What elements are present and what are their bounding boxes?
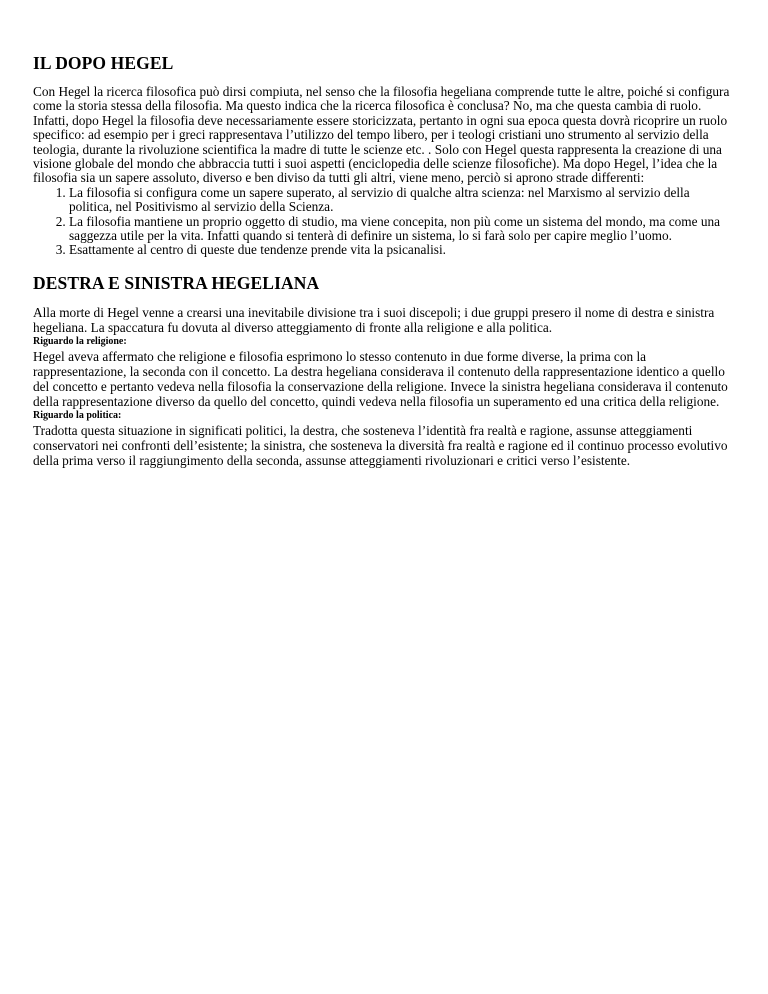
paragraph-dopo-hegel: Con Hegel la ricerca filosofica può dirsi compiuta, nel senso che la filosofia hegeliana comprende tutte le altre, poiché si configura come la storia stessa della filosofia. Ma questo indica che la ricerca filosofica è conclusa? No, ma che questa cambia di ruolo. Infatti, dopo Hegel la filosofia deve necessariamente essere storicizzata, pertanto in ogni sua epoca questa dovrà ricoprire un ruolo specifico: ad esempio per i greci rappresentava l’utilizzo del tempo libero, per i teologi cristiani uno strumento al servizio della teologia, durante la rivoluzione scientifica la madre di tutte le scienze etc. . Solo con Hegel questa rappresenta la creazione di una visione globale del mondo che abbraccia tutti i suoi aspetti (enciclopedia delle scienze filosofiche). Ma dopo Hegel, l’idea che la filosofia sia un sapere assoluto, diverso e ben diviso da tutti gli altri, viene meno, perciò si aprono strade differenti: [33,84,730,186]
list-item: 2. La filosofia mantiene un proprio oggetto di studio, ma viene concepita, non più come un sistema del mondo, ma come una saggezza utile per la vita. Infatti quando si tenterà di definire un sistema, lo si farà solo per capire meglio l’uomo. [69,215,735,244]
section-title-destra-sinistra: DESTRA E SINISTRA HEGELIANA [33,272,320,293]
list-item: 1. La filosofia si configura come un sapere superato, al servizio di qualche altra scienza: nel Marxismo al servizio della politica, nel Positivismo al servizio della Scienza. [69,186,735,215]
numbered-list [33,186,735,258]
subheading-religione: Riguardo la religione: [33,335,127,347]
paragraph-intro: Alla morte di Hegel venne a crearsi una inevitabile divisione tra i suoi discepoli; i due gruppi presero il nome di destra e sinistra hegeliana. La spaccatura fu dovuta al diverso atteggiamento di fronte alla religione e alla politica. [33,304,715,335]
paragraph-religione: Hegel aveva affermato che religione e filosofia esprimono lo stesso contenuto in due forme diverse, la prima con la rappresentazione, la seconda con il concetto. La destra hegeliana considerava il contenuto della rappresentazione identico a quello del concetto e pertanto vedeva nella filosofia la conservazione della religione. Invece la sinistra hegeliana considerava il contenuto della rappresentazione diverso da quello del concetto, quindi vedeva nella filosofia un superamento ed una critica della religione. [33,348,728,409]
document-page [0,0,768,468]
paragraph-politica: Tradotta questa situazione in significati politici, la destra, che sosteneva l’identità fra realtà e ragione, assunse atteggiamenti conservatori nei confronti dell’esistente; la sinistra, che sosteneva la diversità fra realtà e ragione ed il continuo processo evolutivo della prima verso il raggiungimento della seconda, assunse atteggiamenti rivoluzionari e critici verso l’esistente. [33,422,728,468]
section-title-dopo-hegel: IL DOPO HEGEL [33,53,174,73]
subheading-politica: Riguardo la politica: [33,409,122,421]
list-item: 3. Esattamente al centro di queste due tendenze prende vita la psicanalisi. [69,243,735,257]
